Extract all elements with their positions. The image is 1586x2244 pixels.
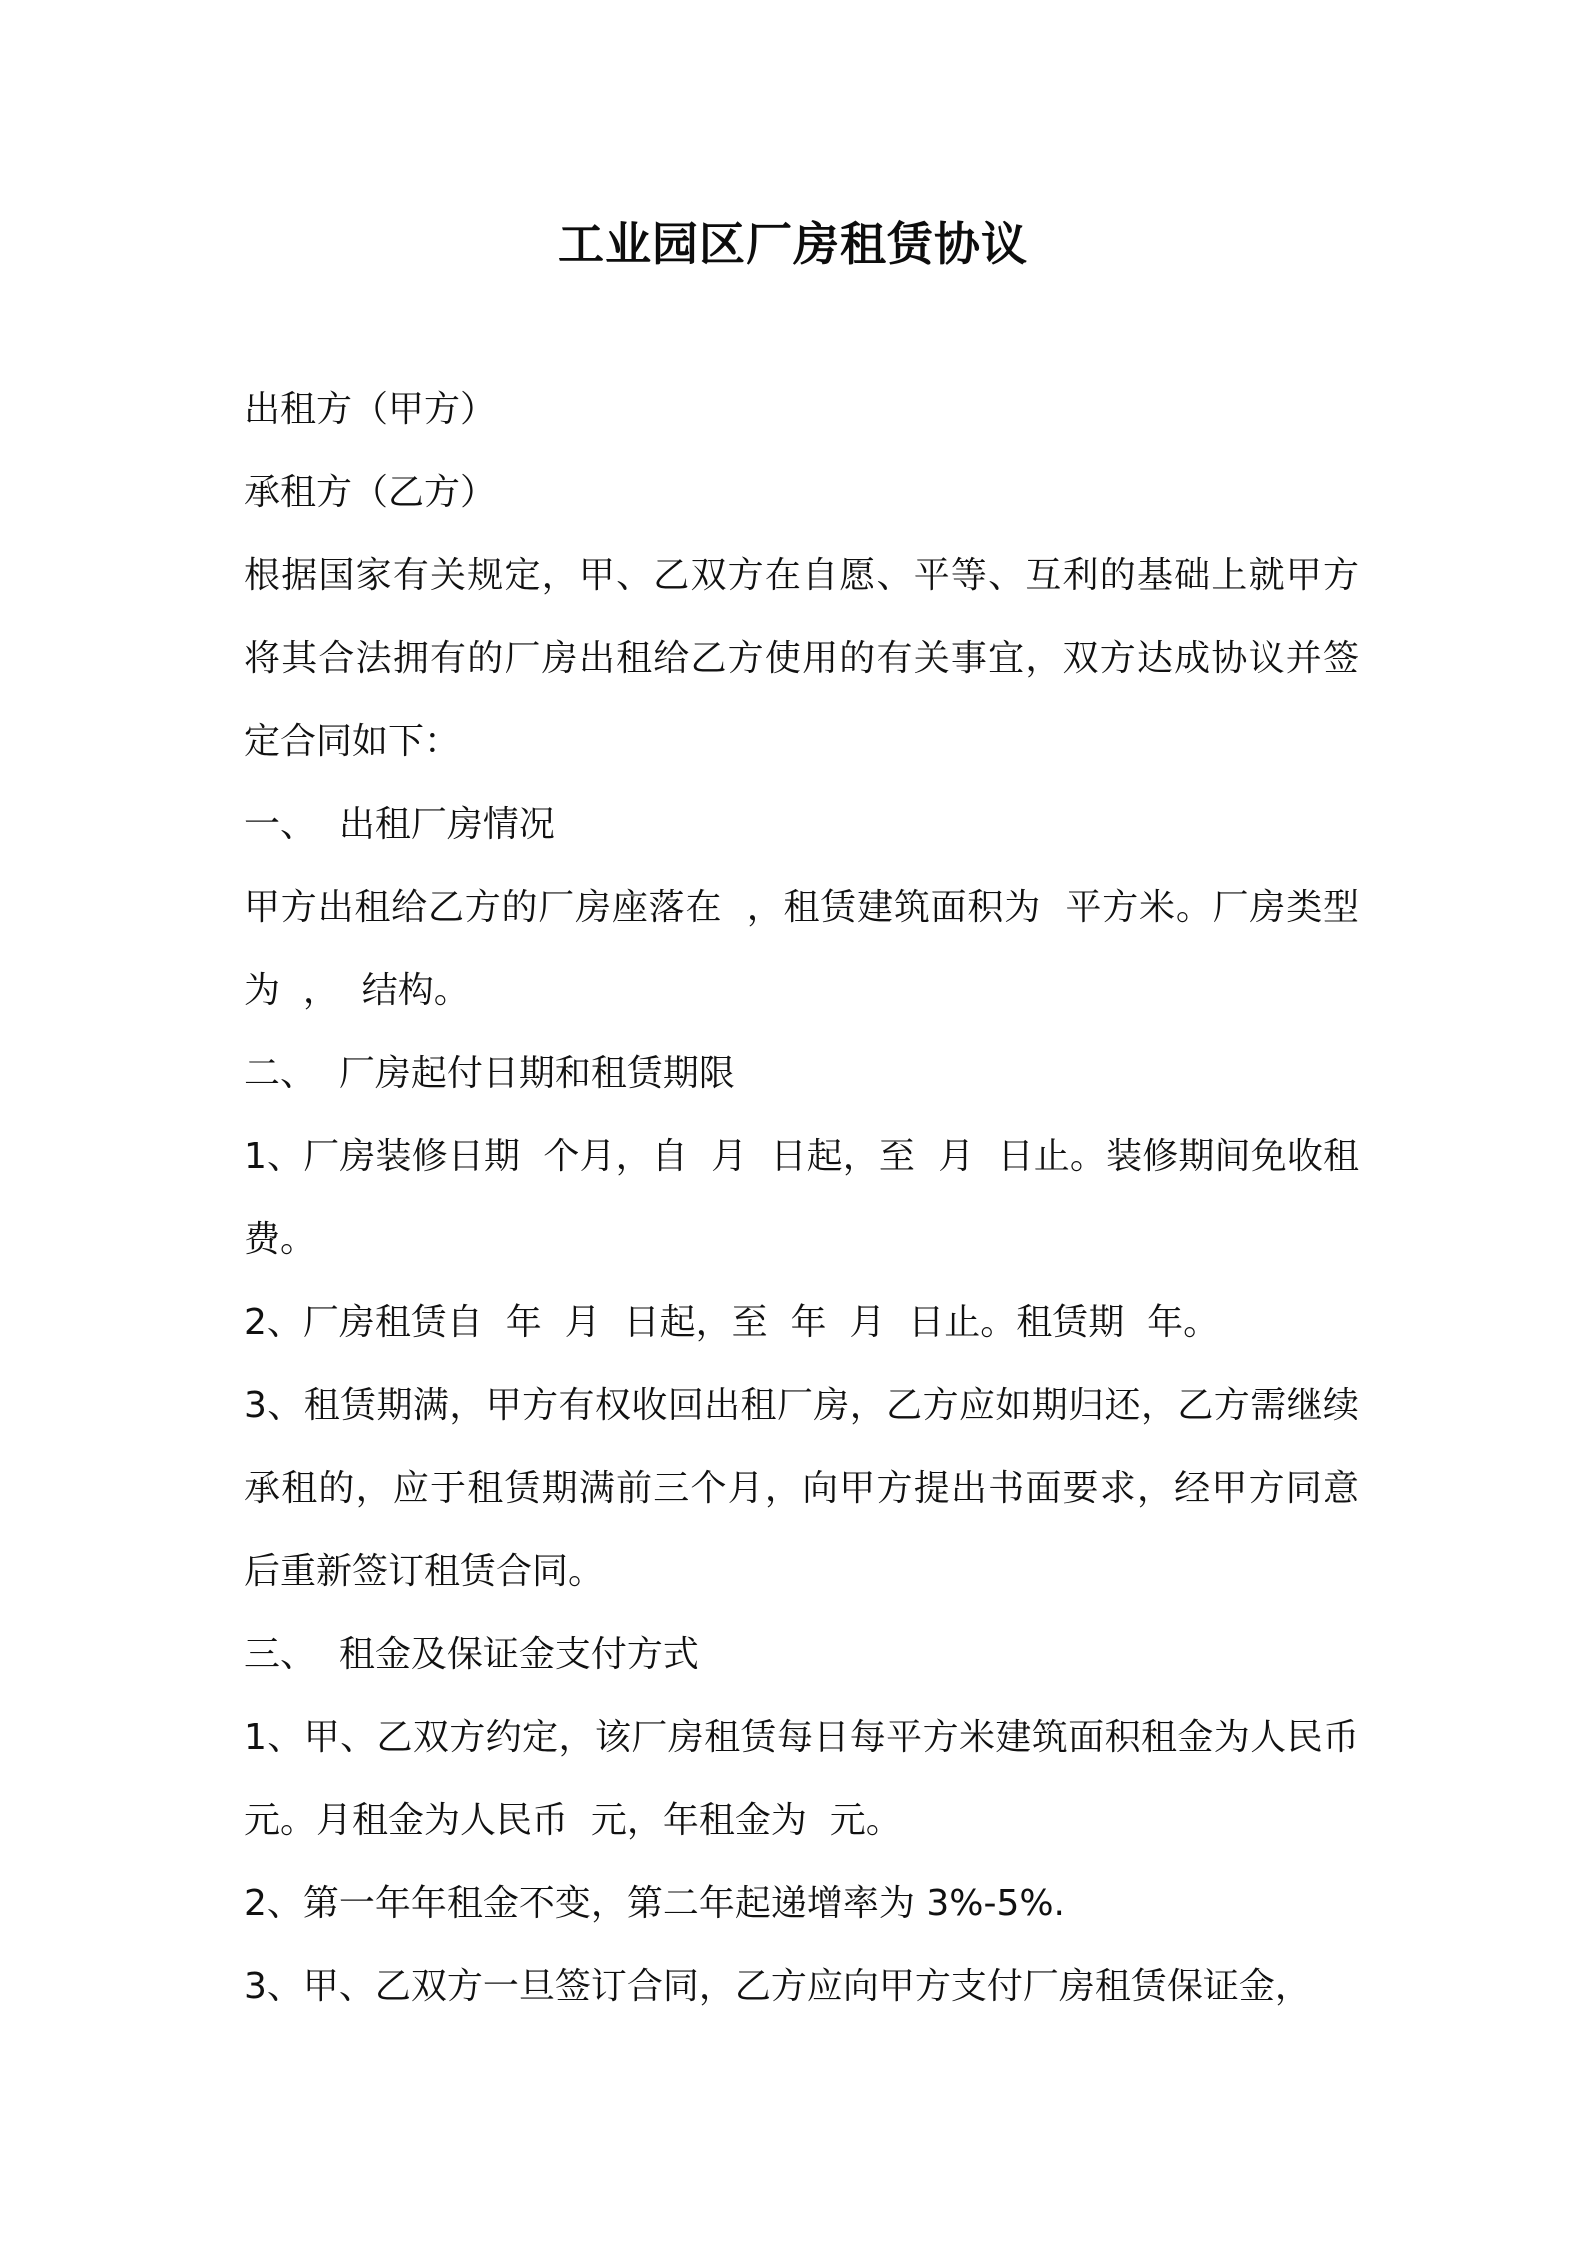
section-heading-1: 一、 出租厂房情况 xyxy=(244,804,555,845)
clause-2-3: 3、租赁期满，甲方有权收回出租厂房，乙方应如期归还，乙方需继续承租的，应于租赁期满前三个月，向甲方提出书面要求，经甲方同意后重新签订租赁合同。 xyxy=(244,1385,1359,1592)
clause-2-2: 2、厂房租赁自 年 月 日起，至 年 月 日止。租赁期 年。 xyxy=(244,1302,1220,1343)
document-title: 工业园区厂房租赁协议 xyxy=(558,217,1028,271)
paragraph-lessor: 出租方（甲方） xyxy=(244,389,497,430)
clause-3-1: 1、甲、乙双方约定，该厂房租赁每日每平方米建筑面积租金为人民币 元。月租金为人民币 元，年租金为 元。 xyxy=(244,1717,1382,1841)
clause-2-1: 1、厂房装修日期 个月，自 月 日起，至 月 日止。装修期间免收租费。 xyxy=(244,1136,1359,1260)
document-body xyxy=(244,368,1382,2028)
clause-3-3: 3、甲、乙双方一旦签订合同，乙方应向甲方支付厂房租赁保证金， xyxy=(244,1966,1311,2007)
paragraph-preamble: 根据国家有关规定，甲、乙双方在自愿、平等、互利的基础上就甲方将其合法拥有的厂房出租给乙方使用的有关事宜，双方达成协议并签定合同如下： xyxy=(244,555,1359,762)
paragraph-lessee: 承租方（乙方） xyxy=(244,472,497,513)
section-heading-2: 二、 厂房起付日期和租赁期限 xyxy=(244,1053,735,1094)
clause-3-2: 2、第一年年租金不变，第二年起递增率为 3%-5%. xyxy=(244,1883,1066,1924)
section-heading-3: 三、 租金及保证金支付方式 xyxy=(244,1634,699,1675)
paragraph-premises: 甲方出租给乙方的厂房座落在 ，租赁建筑面积为 平方米。厂房类型为 ， 结构。 xyxy=(244,887,1359,1011)
